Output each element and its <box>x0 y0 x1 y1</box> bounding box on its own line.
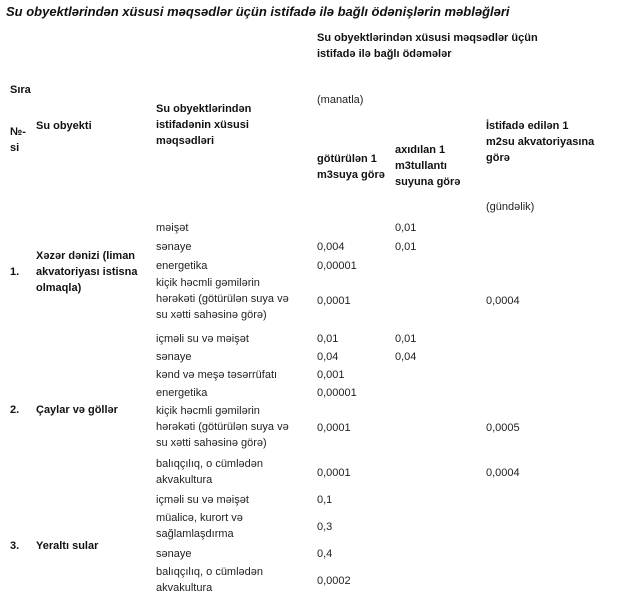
header-special-purpose <box>156 101 251 149</box>
taken-cell: 0,1 <box>317 494 333 506</box>
header-special-line: istifadənin xüsusi <box>156 119 249 131</box>
area-cell: 0,0004 <box>486 295 520 307</box>
purpose-line: su xətti sahəsinə görə) <box>156 437 267 449</box>
purpose-cell <box>156 403 289 451</box>
purpose-cell: sənaye <box>156 548 192 560</box>
header-discharged-line: suyuna görə <box>395 176 461 188</box>
group-number: 3. <box>10 540 20 552</box>
header-no-line: si <box>10 142 20 154</box>
group-name-line: olmaqla) <box>36 282 82 294</box>
header-area-line: İstifadə edilən 1 <box>486 120 569 132</box>
discharged-cell: 0,01 <box>395 333 417 345</box>
header-area-line: m2su akvatoriyasına <box>486 136 595 148</box>
purpose-line: balıqçılıq, o cümlədən <box>156 458 264 470</box>
purpose-line: sağlamlaşdırma <box>156 528 234 540</box>
header-taken-line: m3suya görə <box>317 169 385 181</box>
taken-cell: 0,004 <box>317 241 345 253</box>
header-sira: Sıra <box>10 84 31 96</box>
header-currency: (manatla) <box>317 94 364 106</box>
purpose-cell <box>156 456 263 488</box>
purpose-cell: sənaye <box>156 351 192 363</box>
purpose-cell: içməli su və məişət <box>156 333 249 345</box>
header-special-line: Su obyektlərindən <box>156 103 252 115</box>
taken-cell: 0,00001 <box>317 260 357 272</box>
taken-cell: 0,0001 <box>317 422 351 434</box>
group-name: Çaylar və göllər <box>36 404 118 416</box>
header-taken-line: götürülən 1 <box>317 153 377 165</box>
discharged-cell: 0,01 <box>395 241 417 253</box>
header-no <box>10 124 26 156</box>
header-payments-line: istifadə ilə bağlı ödəmələr <box>317 48 452 60</box>
header-discharged-line: m3tullantı <box>395 160 447 172</box>
header-water-object: Su obyekti <box>36 120 92 132</box>
group-name <box>36 248 138 296</box>
purpose-cell <box>156 275 289 323</box>
taken-cell: 0,00001 <box>317 387 357 399</box>
discharged-cell: 0,01 <box>395 222 417 234</box>
purpose-line: balıqçılıq, o cümlədən <box>156 566 264 578</box>
header-discharged-line: axıdılan 1 <box>395 144 446 156</box>
purpose-cell: energetika <box>156 260 208 272</box>
taken-cell: 0,04 <box>317 351 339 363</box>
purpose-line: su xətti sahəsinə görə) <box>156 309 267 321</box>
header-per-taken <box>317 151 385 183</box>
purpose-line: kiçik həcmli gəmilərin <box>156 277 260 289</box>
purpose-cell <box>156 564 263 596</box>
discharged-cell: 0,04 <box>395 351 417 363</box>
taken-cell: 0,0001 <box>317 295 351 307</box>
purpose-cell: içməli su və məişət <box>156 494 249 506</box>
purpose-line: hərəkəti (götürülən suya və <box>156 421 289 433</box>
taken-cell: 0,3 <box>317 521 333 533</box>
purpose-cell: kənd və meşə təsərrüfatı <box>156 369 278 381</box>
taken-cell: 0,001 <box>317 369 345 381</box>
purpose-cell: sənaye <box>156 241 192 253</box>
header-payments-line: Su obyektlərindən xüsusi məqsədlər üçün <box>317 32 538 44</box>
purpose-cell: məişət <box>156 222 189 234</box>
area-cell: 0,0004 <box>486 467 520 479</box>
purpose-line: akvakultura <box>156 582 213 594</box>
header-no-line: №- <box>10 126 26 138</box>
purpose-line: müalicə, kurort və <box>156 512 243 524</box>
header-special-line: məqsədləri <box>156 135 215 147</box>
purpose-line: hərəkəti (götürülən suya və <box>156 293 289 305</box>
page-title: Su obyektlərindən xüsusi məqsədlər üçün istifadə ilə bağlı ödənişlərin məbləğləri <box>6 4 510 19</box>
header-per-area <box>486 118 594 166</box>
purpose-cell: energetika <box>156 387 208 399</box>
taken-cell: 0,01 <box>317 333 339 345</box>
purpose-cell <box>156 510 243 542</box>
taken-cell: 0,0002 <box>317 575 351 587</box>
group-name-line: akvatoriyası istisna <box>36 266 138 278</box>
taken-cell: 0,0001 <box>317 467 351 479</box>
group-number: 2. <box>10 404 20 416</box>
area-cell: 0,0005 <box>486 422 520 434</box>
header-area-line: görə <box>486 152 510 164</box>
taken-cell: 0,4 <box>317 548 333 560</box>
purpose-line: akvakultura <box>156 474 213 486</box>
header-daily: (gündəlik) <box>486 201 535 213</box>
group-name: Yeraltı sular <box>36 540 99 552</box>
group-name-line: Xəzər dənizi (liman <box>36 250 136 262</box>
header-per-discharged <box>395 142 460 190</box>
header-payments-group <box>317 30 538 62</box>
group-number: 1. <box>10 266 20 278</box>
purpose-line: kiçik həcmli gəmilərin <box>156 405 260 417</box>
